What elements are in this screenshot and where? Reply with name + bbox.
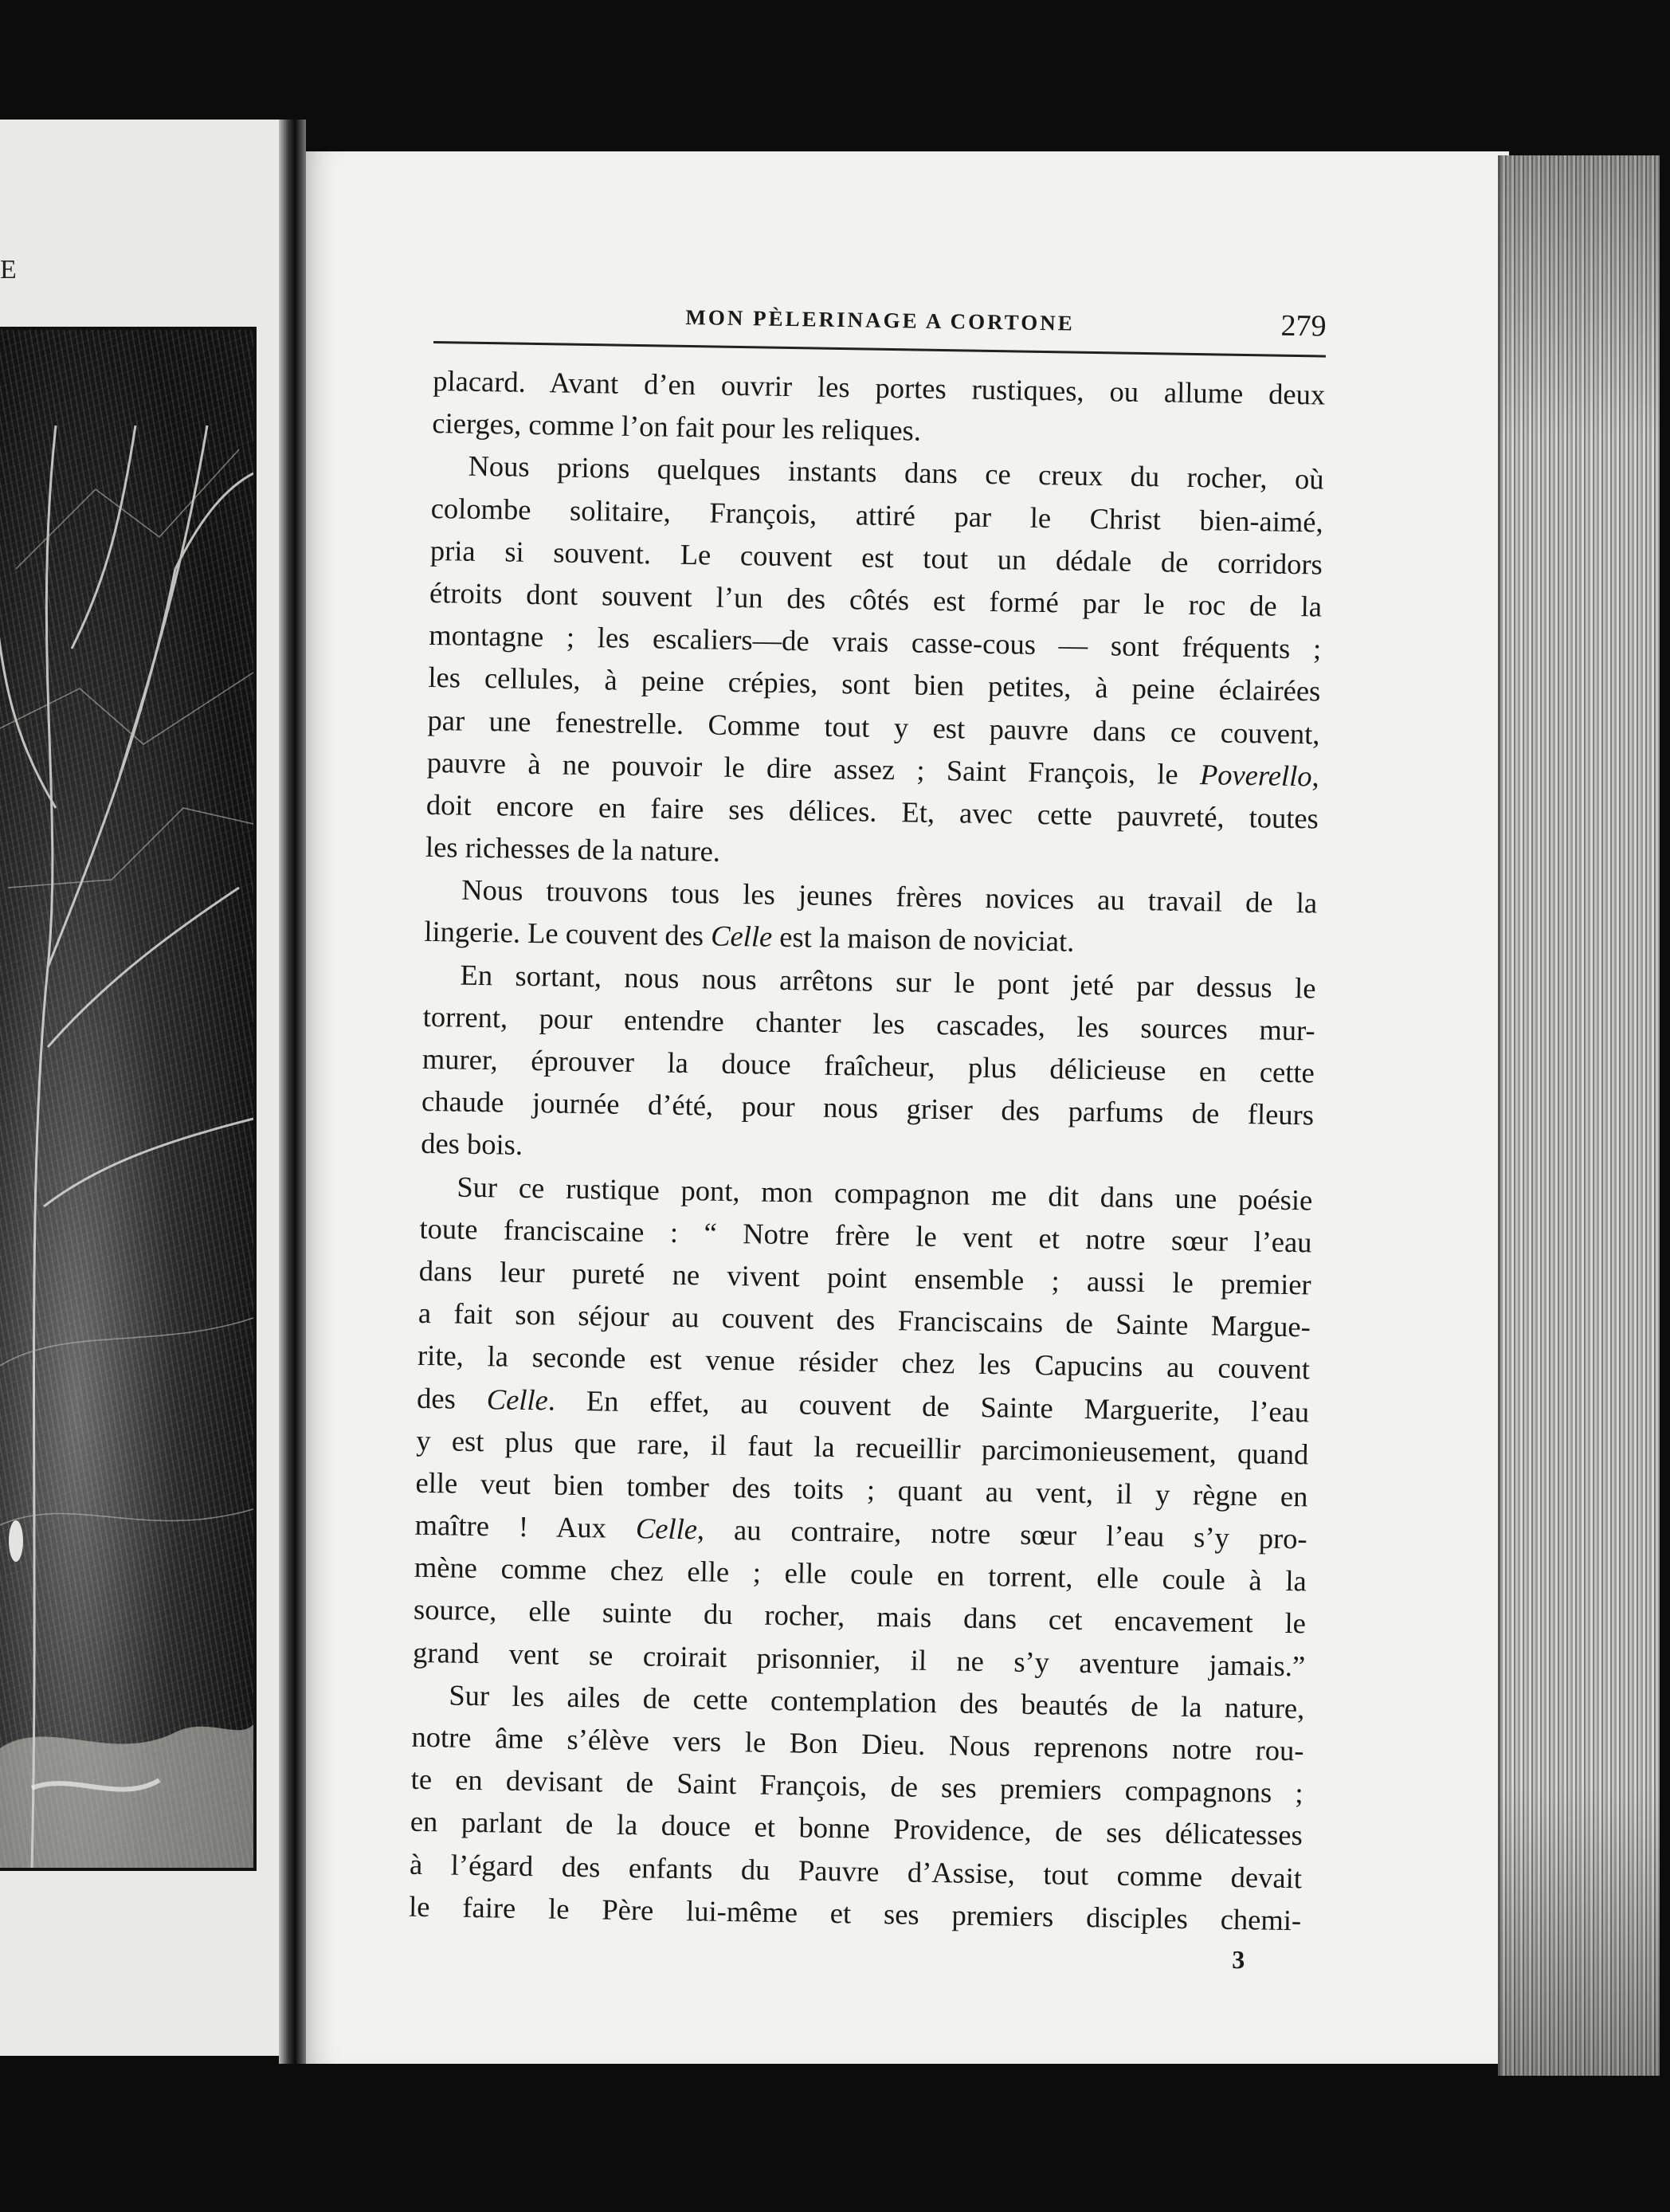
text-line: murer, éprouver la douce fraîcheur, plus délicieuse en cette <box>421 1041 1315 1089</box>
tree-engraving-graphic <box>0 330 253 1868</box>
text-line: des Celle. En effet, au couvent de Sainte Marguerite, l’eau <box>416 1381 1310 1428</box>
text-line: elle veut bien tomber des toits ; quant au vent, il y règne en <box>415 1465 1308 1513</box>
signature-mark: 3 <box>1232 1944 1245 1975</box>
text-line: rite, la seconde est venue résider chez les Capucins au couvent <box>417 1339 1311 1386</box>
text-line: à l’égard des enfants du Pauvre d’Assise, tout comme devait <box>409 1847 1303 1894</box>
text-line: grand vent se croirait prisonnier, il ne s’y aventure jamais.” <box>412 1635 1306 1683</box>
text-line: cierges, comme l’on fait pour les reliques. <box>432 406 922 447</box>
text-line: doit encore en faire ses délices. Et, avec cette pauvreté, toutes <box>425 787 1319 835</box>
text-line: En sortant, nous nous arrêtons sur le pont jeté par dessus le <box>460 958 1316 1005</box>
text-line: montagne ; les escaliers—de vrais casse-cous — sont fréquents ; <box>428 618 1322 665</box>
left-page <box>0 120 279 2056</box>
page-block-edge <box>1498 155 1660 2076</box>
book-gutter <box>279 120 306 2064</box>
text-line: Nous prions quelques instants dans ce creux du rocher, où <box>468 449 1324 496</box>
text-line: étroits dont souvent l’un des côtés est formé par le roc de la <box>429 575 1323 623</box>
text-line: les cellules, à peine crépies, sont bien petites, à peine éclairées <box>428 661 1321 708</box>
engraving-illustration <box>0 327 257 1871</box>
text-line: Nous trouvons tous les jeunes frères novices au travail de la <box>461 873 1318 920</box>
text-line: des bois. <box>420 1127 523 1162</box>
text-line: Sur ce rustique pont, mon compagnon me dit dans une poésie <box>457 1170 1313 1217</box>
page-text-block <box>408 295 1327 1989</box>
text-line: a fait son séjour au couvent des Franciscains de Sainte Margue- <box>418 1296 1311 1343</box>
text-line: torrent, pour entendre chanter les cascades, les sources mur- <box>422 999 1315 1047</box>
text-line: maître ! Aux Celle, au contraire, notre sœur l’eau s’y pro- <box>414 1508 1307 1555</box>
text-line: pria si souvent. Le couvent est tout un dédale de corridors <box>429 533 1323 581</box>
text-line: notre âme s’élève vers le Bon Dieu. Nous reprenons notre rou- <box>411 1720 1304 1767</box>
text-line: dans leur pureté ne vivent point ensemble ; aussi le premier <box>418 1253 1311 1301</box>
text-line: placard. Avant d’en ouvrir les portes rustiques, ou allume deux <box>432 363 1326 411</box>
body-text <box>409 359 1326 1941</box>
text-line: mène comme chez elle ; elle coule en torrent, elle coule à la <box>414 1551 1307 1598</box>
text-line: chaude journée d’été, pour nous griser des parfums de fleurs <box>421 1084 1315 1131</box>
running-title: MON PÈLERINAGE A CORTONE <box>685 304 1075 335</box>
text-line: colombe solitaire, François, attiré par le Christ bien-aimé, <box>430 491 1323 539</box>
text-line: source, elle suinte du rocher, mais dans cet encavement le <box>413 1593 1307 1640</box>
text-line: pauvre à ne pouvoir le dire assez ; Saint François, le Poverello, <box>426 745 1319 793</box>
text-line: en parlant de la douce et bonne Providence, de ses délicatesses <box>410 1805 1303 1852</box>
text-line: toute franciscaine : “ Notre frère le vent et notre sœur l’eau <box>419 1211 1312 1259</box>
text-line: par une fenestrelle. Comme tout y est pauvre dans ce couvent, <box>427 703 1320 751</box>
text-line: te en devisant de Saint François, de ses premiers compagnons ; <box>410 1762 1303 1810</box>
text-line: les richesses de la nature. <box>425 830 721 868</box>
text-line: y est plus que rare, il faut la recueillir parcimonieusement, quand <box>416 1423 1309 1471</box>
page-number: 279 <box>1280 308 1327 343</box>
text-line: Sur les ailes de cette contemplation des beautés de la nature, <box>449 1678 1305 1725</box>
text-line: le faire le Père lui-même et ses premiers disciples chemi- <box>408 1889 1302 1937</box>
left-page-edge-letter: E <box>0 255 17 284</box>
text-line: lingerie. Le couvent des Celle est la maison de noviciat. <box>424 915 1075 959</box>
